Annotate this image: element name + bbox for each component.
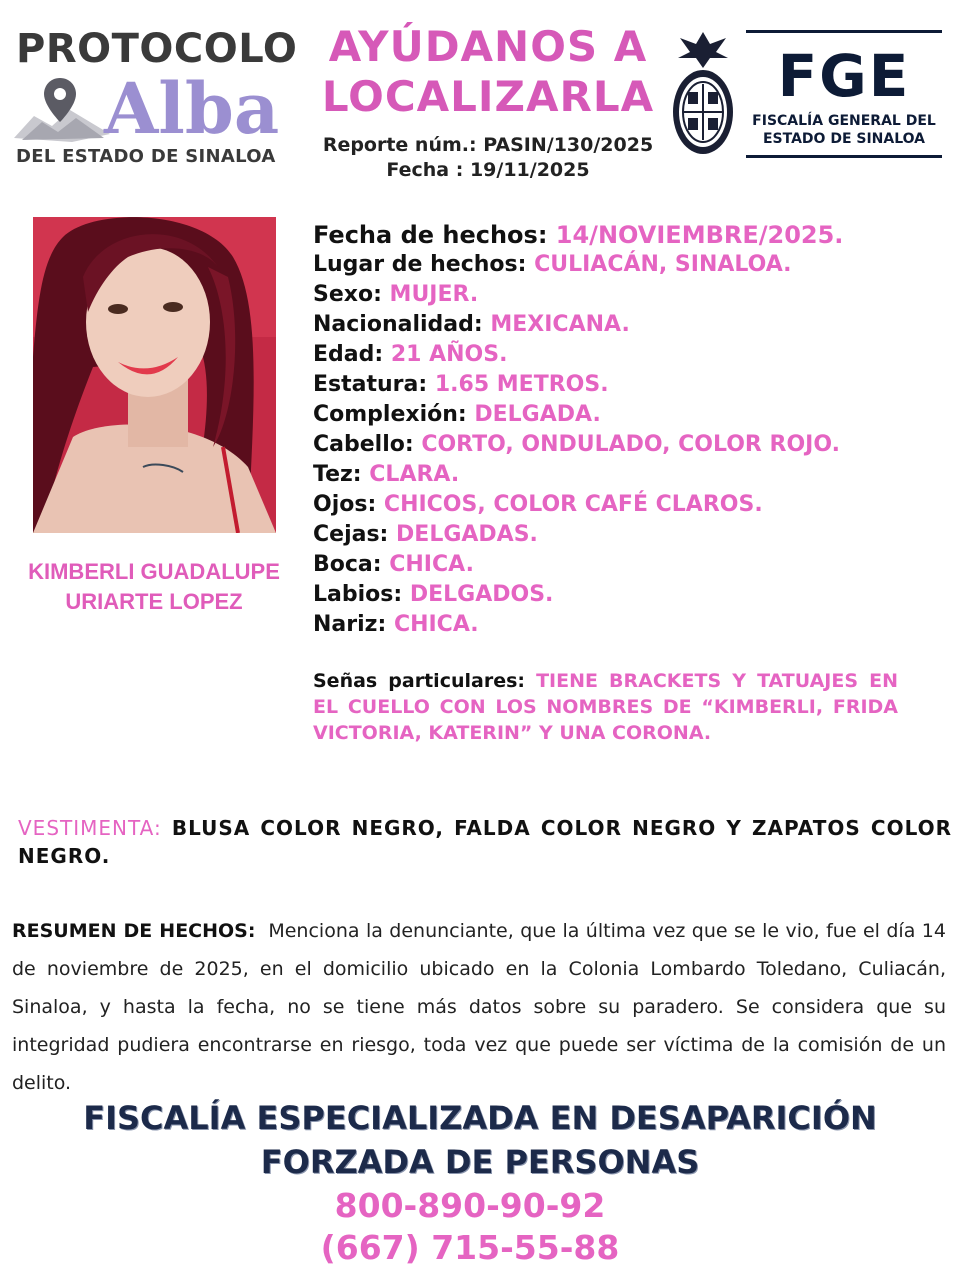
detail-value: 14/NOVIEMBRE/2025. <box>555 221 844 249</box>
resumen-label: RESUMEN DE HECHOS: <box>12 920 256 942</box>
detail-label: Edad: <box>313 342 384 367</box>
fge-title: FGE <box>777 42 911 110</box>
phone-number-1[interactable]: 800-890-90-92 <box>334 1186 606 1225</box>
person-details <box>313 220 933 640</box>
detail-complexion <box>313 400 933 430</box>
detail-cabello <box>313 430 933 460</box>
detail-lugar-hechos <box>313 250 933 280</box>
senas-value: TIENE BRACKETS Y TATUAJES EN EL CUELLO CON LOS NOMBRES DE “KIMBERLI, FRIDA VICTORIA, KATERIN” Y UNA CORONA. <box>313 670 898 744</box>
fge-subtitle-line1: FISCALÍA GENERAL DEL <box>752 113 936 129</box>
state-seal-icon <box>668 28 738 160</box>
detail-label: Ojos: <box>313 492 377 517</box>
detail-value: CHICOS, COLOR CAFÉ CLAROS. <box>383 492 763 517</box>
detail-value: DELGADAS. <box>396 522 538 547</box>
title-line1: AYÚDANOS A <box>328 22 648 71</box>
resumen-text: Menciona la denunciante, que la última vez que se le vio, fue el día 14 de noviembre de 2025, en el domicilio ubicado en la Colonia Lombardo Toledano, Culiacán, Sinaloa, y hasta la fecha, no se tiene más datos sobre su paradero. Se considera que su integridad pudiera encontrarse en riesgo, toda vez que puede ser víctima de la comisión de un delito. <box>12 920 946 1094</box>
detail-label: Cabello: <box>313 432 414 457</box>
detail-label: Cejas: <box>313 522 389 547</box>
report-number: Reporte núm.: PASIN/130/2025 <box>322 134 654 156</box>
detail-value: 21 AÑOS. <box>390 342 508 367</box>
detail-nacionalidad <box>313 310 933 340</box>
detail-value: DELGADA. <box>474 402 601 427</box>
person-photo <box>33 217 276 533</box>
logo-alba-line2: Alba <box>104 67 280 150</box>
logo-alba-line1: PROTOCOLO <box>16 26 298 72</box>
footer-title-line2: FORZADA DE PERSONAS <box>260 1143 700 1181</box>
detail-label: Lugar de hechos: <box>313 252 527 277</box>
detail-label: Boca: <box>313 552 382 577</box>
detail-tez <box>313 460 933 490</box>
logo-alba-line3: DEL ESTADO DE SINALOA <box>16 146 276 167</box>
protocolo-alba-logo <box>12 22 304 172</box>
footer-title-line1: FISCALÍA ESPECIALIZADA EN DESAPARICIÓN <box>83 1099 877 1137</box>
detail-label: Fecha de hechos: <box>313 221 548 249</box>
detail-ojos <box>313 490 933 520</box>
detail-nariz <box>313 610 933 640</box>
detail-value: CHICA. <box>389 552 474 577</box>
detail-label: Nacionalidad: <box>313 312 483 337</box>
case-summary <box>12 912 946 1102</box>
detail-fecha-hechos <box>313 220 933 250</box>
clothing <box>18 814 952 870</box>
detail-value: CHICA. <box>393 612 479 637</box>
person-name-line1: KIMBERLI GUADALUPE <box>28 559 280 584</box>
page-title <box>318 22 658 122</box>
detail-label: Tez: <box>313 462 362 487</box>
detail-boca <box>313 550 933 580</box>
vestimenta-label: VESTIMENTA: <box>18 816 162 840</box>
detail-sexo <box>313 280 933 310</box>
title-line2: LOCALIZARLA <box>321 72 655 121</box>
detail-label: Complexión: <box>313 402 467 427</box>
detail-value: 1.65 METROS. <box>434 372 609 397</box>
person-name-line2: URIARTE LOPEZ <box>65 589 243 614</box>
fge-subtitle <box>746 112 942 148</box>
phone-number-2[interactable]: (667) 715-55-88 <box>320 1228 620 1267</box>
person-name <box>8 557 300 617</box>
detail-label: Labios: <box>313 582 403 607</box>
detail-label: Estatura: <box>313 372 428 397</box>
fge-logo <box>746 30 942 158</box>
detail-value: MUJER. <box>389 282 479 307</box>
fge-subtitle-line2: ESTADO DE SINALOA <box>762 131 926 147</box>
detail-value: DELGADOS. <box>409 582 554 607</box>
detail-labios <box>313 580 933 610</box>
report-date: Fecha : 19/11/2025 <box>386 159 590 181</box>
detail-value: CULIACÁN, SINALOA. <box>534 252 792 277</box>
footer-agency <box>0 1096 960 1184</box>
vestimenta-value: BLUSA COLOR NEGRO, FALDA COLOR NEGRO Y ZAPATOS COLOR NEGRO. <box>18 816 953 868</box>
distinguishing-marks <box>313 668 898 746</box>
detail-label: Sexo: <box>313 282 382 307</box>
detail-edad <box>313 340 933 370</box>
detail-value: CLARA. <box>369 462 460 487</box>
senas-label: Señas particulares: <box>313 670 525 692</box>
detail-value: MEXICANA. <box>490 312 630 337</box>
detail-label: Nariz: <box>313 612 387 637</box>
map-pin-icon <box>12 76 112 146</box>
detail-cejas <box>313 520 933 550</box>
detail-estatura <box>313 370 933 400</box>
detail-value: CORTO, ONDULADO, COLOR ROJO. <box>421 432 840 457</box>
